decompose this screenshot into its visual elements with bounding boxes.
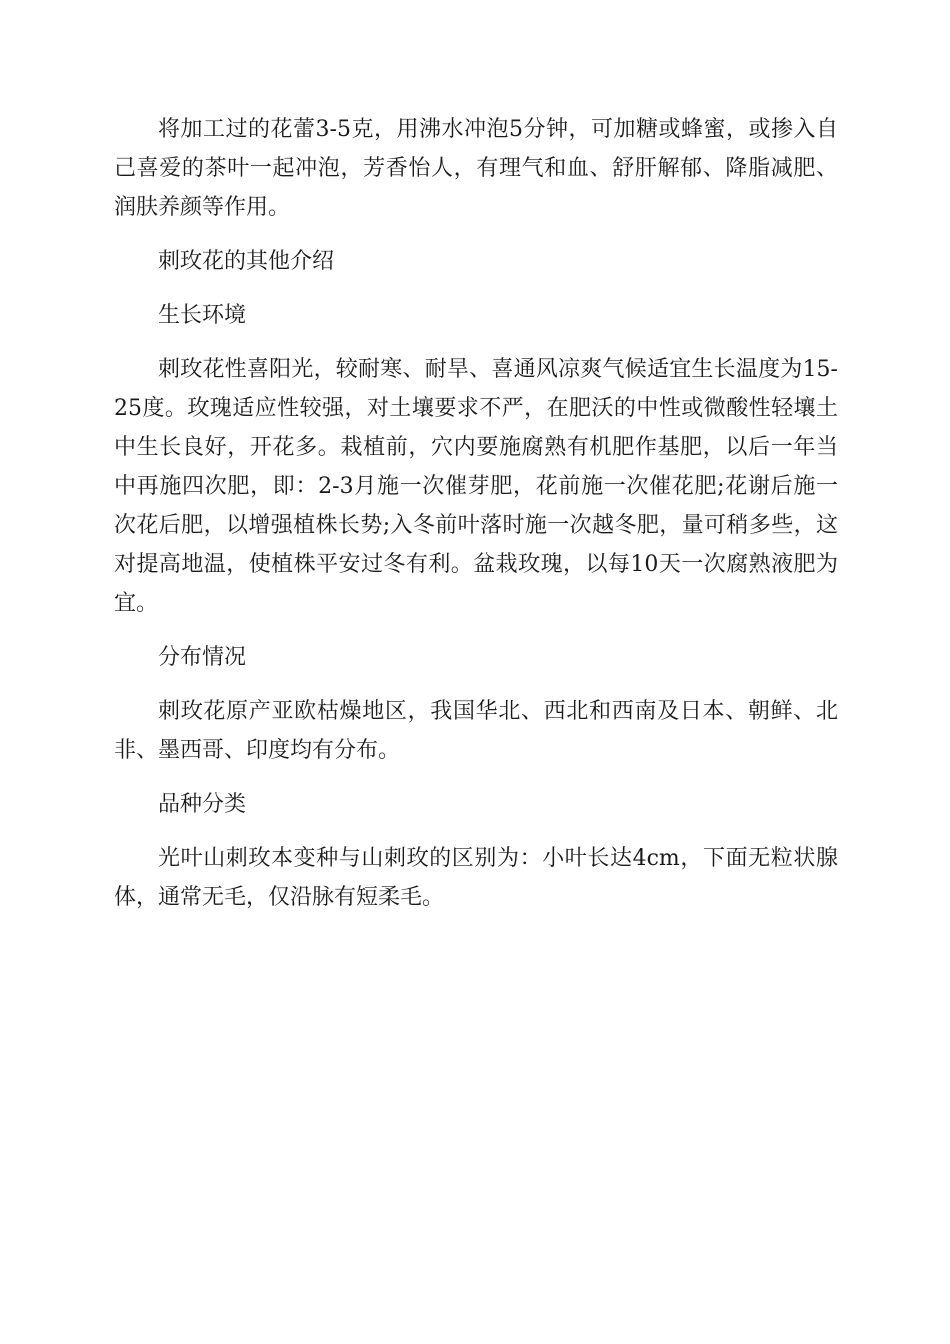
section-heading-other-intro: 刺玫花的其他介绍 <box>158 249 335 274</box>
section-heading-distribution: 分布情况 <box>158 645 247 670</box>
paragraph-growth-environment: 刺玫花性喜阳光，较耐寒、耐旱、喜通风凉爽气候适宜生长温度为15-25度。玫瑰适应性较强，对土壤要求不严，在肥沃的中性或微酸性轻壤土中生长良好，开花多。栽植前，穴内要施腐熟有机肥作基肥，以后一年当中再施四次肥，即：2-3月施一次催芽肥，花前施一次催花肥;花谢后施一次花后肥，以增强植株长势;入冬前叶落时施一次越冬肥，量可稍多些，这对提高地温，使植株平安过冬有利。盆栽玫瑰，以每10天一次腐熟液肥为宜。 <box>114 357 838 616</box>
section-heading-growth-environment: 生长环境 <box>158 303 247 328</box>
section-heading-varieties: 品种分类 <box>158 792 247 817</box>
paragraph-brewing: 将加工过的花蕾3-5克，用沸水冲泡5分钟，可加糖或蜂蜜，或掺入自己喜爱的茶叶一起冲泡，芳香怡人，有理气和血、舒肝解郁、降脂减肥、润肤养颜等作用。 <box>114 117 838 220</box>
document-body <box>114 110 838 932</box>
paragraph-varieties: 光叶山刺玫本变种与山刺玫的区别为：小叶长达4cm，下面无粒状腺体，通常无毛，仅沿脉有短柔毛。 <box>114 846 838 910</box>
paragraph-distribution: 刺玫花原产亚欧枯燥地区，我国华北、西北和西南及日本、朝鲜、北非、墨西哥、印度均有分布。 <box>114 699 838 763</box>
